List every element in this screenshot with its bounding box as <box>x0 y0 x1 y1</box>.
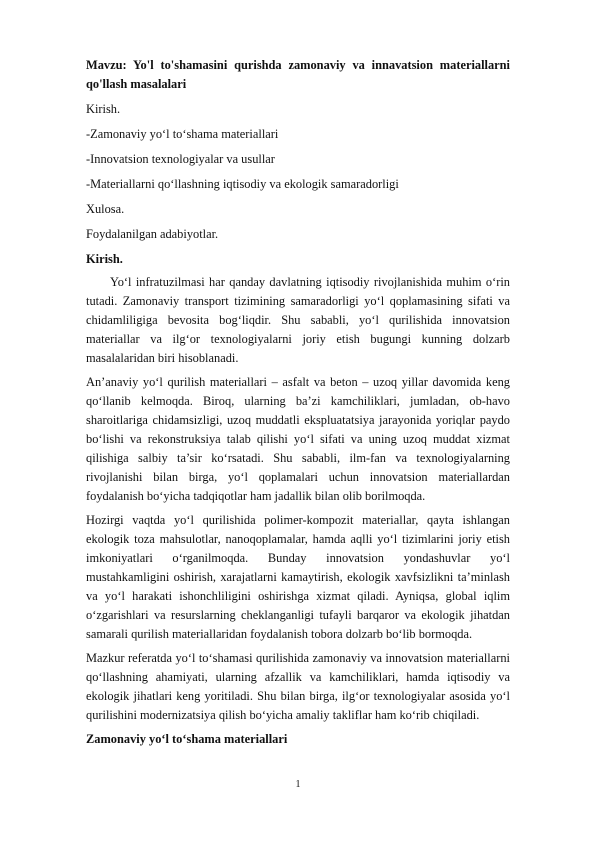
section-heading: Zamonaviy yo‘l to‘shama materiallari <box>86 732 288 746</box>
outline-item: Kirish. <box>86 102 121 116</box>
document-page <box>86 56 510 753</box>
body-paragraph: Yo‘l infratuzilmasi har qanday davlatning iqtisodiy rivojlanishida muhim o‘rin tutadi. Zamonaviy transport tizimining samaradorligi yo‘l qoplamasining sifati va chidamliligiga bevosita bog‘liqdir. Shu sababli, yo‘l qurilishida innovatsion materiallar va ilg‘or texnologiyalarni joriy etish bugungi kunning dolzarb masalalaridan biri hisoblanadi. <box>86 275 510 365</box>
outline-item: Foydalanilgan adabiyotlar. <box>86 227 219 241</box>
outline-item: Xulosa. <box>86 202 125 216</box>
body-paragraph: An’anaviy yo‘l qurilish materiallari – asfalt va beton – uzoq yillar davomida keng qo‘llanib kelmoqda. Biroq, ularning ba’zi kamchiliklari, jumladan, ob-havo sharoitlariga chidamsizligi, uzoq muddatli ekspluatatsiya jarayonida yoriqlar paydo bo‘lishi va rekonstruksiya talab qilishi yo‘l sifati va uning uzoq muddat xizmat qilishiga salbiy ta’sir ko‘rsatadi. Shu sababli, ilm-fan va texnologiyalarning rivojlanishi bilan birga, yo‘l qoplamalari uchun innovatsion materiallardan foydalanish bo‘yicha tadqiqotlar ham jadallik bilan olib borilmoqda. <box>86 375 510 503</box>
page-number: 1 <box>295 779 301 790</box>
intro-heading: Kirish. <box>86 252 123 266</box>
document-title: Mavzu: Yo'l to'shamasini qurishda zamonaviy va innavatsion materiallarni qo'llash masalalari <box>86 58 510 91</box>
body-paragraph: Hozirgi vaqtda yo‘l qurilishida polimer-kompozit materiallar, qayta ishlangan ekologik toza mahsulotlar, nanoqoplamalar, hamda aqlli yo‘l tizimlarini joriy etish imkoniyatlari o‘rganilmoqda. Bunday innovatsion yondashuvlar yo‘l mustahkamligini oshirish, xarajatlarni kamaytirish, ekologik xavfsizlikni ta’minlash va yo‘l harakati ishonchliligini oshirishga xizmat qiladi. Ayniqsa, global iqlim o‘zgarishlari va resurslarning cheklanganligi tufayli barqaror va ekologik jihatdan samarali qurilish materiallaridan foydalanish tobora dolzarb bo‘lib bormoqda. <box>86 513 510 641</box>
outline-item: -Innovatsion texnologiyalar va usullar <box>86 152 275 166</box>
outline-list <box>86 100 510 244</box>
outline-item: -Materiallarni qo‘llashning iqtisodiy va ekologik samaradorligi <box>86 177 399 191</box>
body-paragraph: Mazkur referatda yo‘l to‘shamasi qurilishida zamonaviy va innovatsion materiallarni qo‘llashning ahamiyati, ularning afzallik va kamchiliklari, hamda iqtisodiy va ekologik jihatlari keng yoritiladi. Shu bilan birga, ilg‘or texnologiyalar asosida yo‘l qurilishini modernizatsiya qilish bo‘yicha amaliy takliflar ham ko‘rib chiqiladi. <box>86 651 510 722</box>
outline-item: -Zamonaviy yo‘l to‘shama materiallari <box>86 127 279 141</box>
